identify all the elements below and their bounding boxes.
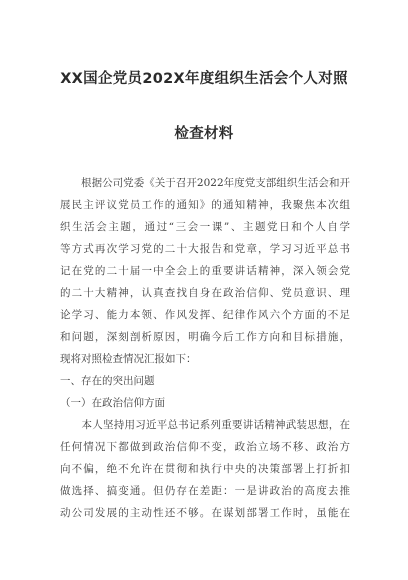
body-line: 根据公司党委《关于召开2022年度党支部组织生活会和开: [60, 177, 350, 189]
body-line: 的二十大精神，认真查找自身在政治信仰、党员意识、理: [60, 287, 350, 299]
body-line: 和问题，深刻剖析原因，明确今后工作方向和目标措施，: [60, 331, 350, 343]
body-line: 记在党的二十届一中全会上的重要讲话精神，深入领会党: [60, 265, 350, 277]
document-title-line-1: XX国企党员202X年度组织生活会个人对照: [60, 71, 348, 87]
body-line: 动公司发展的主动性还不够。在谋划部署工作时，虽能在: [60, 507, 350, 519]
body-line: 向不偏，绝不允许在贯彻和执行中央的决策部署上打折扣: [60, 463, 350, 475]
document-title-line-2: 检查材料: [174, 126, 234, 142]
body-line: 织生活会主题，通过“三会一课”、主题党日和个人自学: [60, 221, 350, 233]
body-line: 本人坚持用习近平总书记系列重要讲话精神武装思想，在: [60, 419, 350, 431]
body-line: 等方式再次学习党的二十大报告和党章，学习习近平总书: [60, 243, 350, 255]
section-heading: 一、存在的突出问题: [60, 375, 155, 387]
body-line: 做选择、搞变通。但仍存在差距：一是讲政治的高度去推: [60, 485, 350, 497]
body-line: 展民主评议党员工作的通知》的通知精神，我聚焦本次组: [60, 199, 350, 211]
body-line: 论学习、能力本领、作风发挥、纪律作风六个方面的不足: [60, 309, 350, 321]
subsection-heading: （一）在政治信仰方面: [60, 397, 165, 409]
body-line: 现将对照检查情况汇报如下：: [60, 353, 197, 365]
body-line: 任何情况下都做到政治信仰不变，政治立场不移、政治方: [60, 441, 350, 453]
